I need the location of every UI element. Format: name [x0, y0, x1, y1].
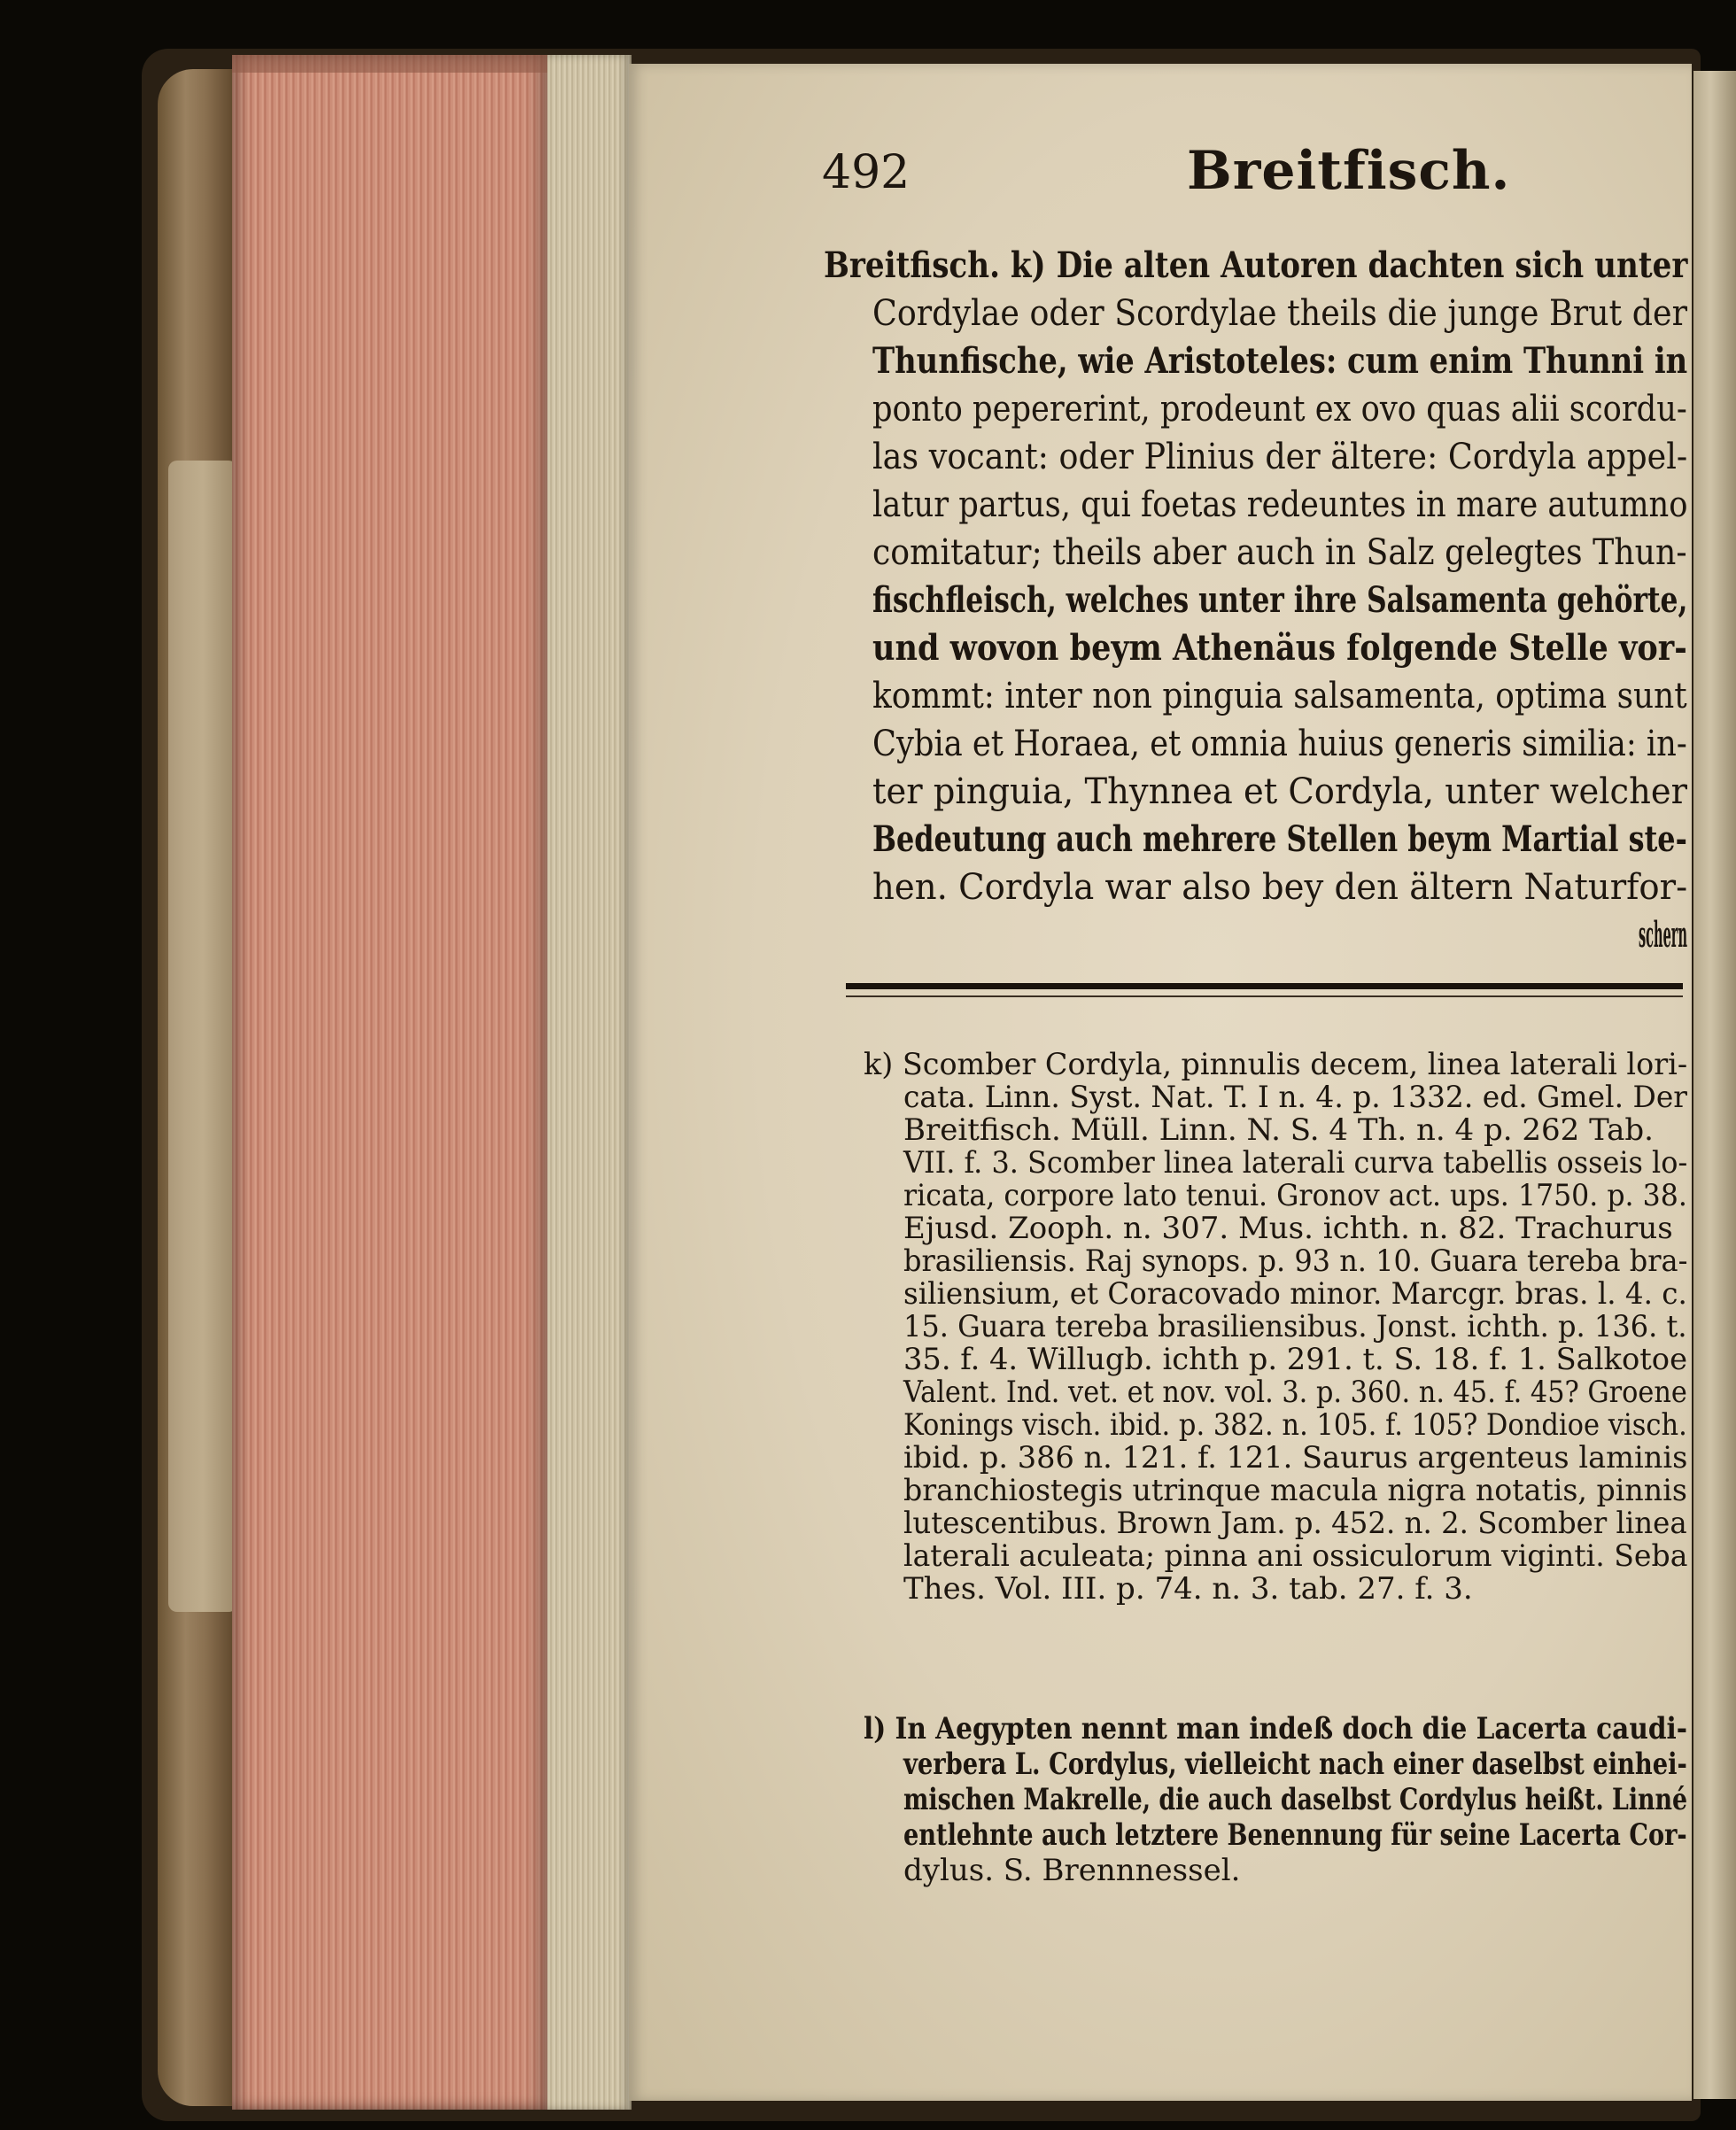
footnote-line: dylus. S. Brennnessel. — [903, 1853, 1241, 1888]
footnote-line: ricata, corpore lato tenui. Gronov act. ups. 1750. p. 38. — [903, 1178, 1687, 1213]
footnote-separator-thin — [846, 995, 1683, 997]
footnote-line: lutescentibus. Brown Jam. p. 452. n. 2. Scomber linea — [903, 1506, 1687, 1541]
footnote-line: Valent. Ind. vet. et nov. vol. 3. p. 360. n. 45. f. 45? Groene — [903, 1375, 1687, 1410]
main-text-line: Cybia et Horaea, et omnia huius generis similia: in- — [872, 724, 1687, 764]
footnote-line: 35. f. 4. Willugb. ichth p. 291. t. S. 18. f. 1. Salkotoe — [903, 1342, 1688, 1377]
main-text-line: Bedeutung auch mehrere Stellen beym Martial ste- — [872, 818, 1687, 860]
main-text-line: Thunfische, wie Aristoteles: cum enim Thunni in — [872, 340, 1688, 382]
footnote-line: VII. f. 3. Scomber linea laterali curva tabellis osseis lo- — [903, 1145, 1688, 1181]
footnote-line: branchiostegis utrinque macula nigra notatis, pinnis — [903, 1473, 1687, 1508]
facing-page-edge — [1693, 71, 1736, 2099]
footnote-line: Konings visch. ibid. p. 382. n. 105. f. 105? Dondioe visch. — [903, 1407, 1687, 1443]
footnote-line: laterali aculeata; pinna ani ossiculorum viginti. Seba — [903, 1538, 1688, 1574]
main-text-line: las vocant: oder Plinius der ältere: Cordyla appel- — [872, 437, 1688, 477]
main-text-line: comitatur; theils aber auch in Salz gelegtes Thun- — [872, 532, 1687, 573]
main-text-line: Cordylae oder Scordylae theils die junge Brut der — [872, 293, 1687, 334]
footnote-line: ibid. p. 386 n. 121. f. 121. Saurus argenteus laminis — [903, 1440, 1688, 1476]
footnote-line: l) In Aegypten nennt man indeß doch die Lacerta caudi- — [864, 1711, 1688, 1747]
main-text-line: fischfleisch, welches unter ihre Salsamenta gehörte, — [872, 579, 1688, 621]
footnote-line: mischen Makrelle, die auch daselbst Cordylus heißt. Linné — [903, 1782, 1688, 1817]
main-text-line: schern — [1639, 914, 1688, 956]
footnote-line: Ejusd. Zooph. n. 307. Mus. ichth. n. 82. Trachurus — [903, 1211, 1673, 1246]
spine-worn-patch — [168, 461, 237, 1612]
fore-edge-top-shade — [232, 55, 551, 73]
main-text-line: hen. Cordyla war also bey den ältern Naturfor- — [872, 867, 1688, 908]
main-text-line: kommt: inter non pinguia salsamenta, optima sunt — [872, 676, 1687, 716]
footnote-line: entlehnte auch letztere Benennung für seine Lacerta Cor- — [903, 1817, 1687, 1853]
footnote-line: verbera L. Cordylus, vielleicht nach einer daselbst einhei- — [903, 1747, 1687, 1782]
footnote-line: brasiliensis. Raj synops. p. 93 n. 10. Guara tereba bra- — [903, 1243, 1688, 1279]
footnote-line: k) Scomber Cordyla, pinnulis decem, linea laterali lori- — [864, 1047, 1688, 1082]
main-text-line: ter pinguia, Thynnea et Cordyla, unter welcher — [872, 771, 1687, 812]
footnote-line: Thes. Vol. III. p. 74. n. 3. tab. 27. f. 3. — [903, 1571, 1473, 1607]
footnote-line: siliensium, et Coracovado minor. Marcgr. bras. l. 4. c. — [903, 1276, 1687, 1312]
page-number: 492 — [822, 146, 911, 199]
main-text-line: und wovon beym Athenäus folgende Stelle vor- — [872, 627, 1687, 669]
running-title: Breitfisch. — [1187, 140, 1511, 202]
footnote-line: Breitfisch. Müll. Linn. N. S. 4 Th. n. 4 p. 262 Tab. — [903, 1112, 1654, 1148]
main-text-line: ponto pepererint, prodeunt ex ovo quas alii scordu- — [872, 389, 1687, 430]
footnote-line: 15. Guara tereba brasiliensibus. Jonst. ichth. p. 136. t. — [903, 1309, 1687, 1344]
main-text-line: latur partus, qui foetas redeuntes in mare autumno — [872, 484, 1688, 525]
page-stack-edge — [547, 55, 632, 2110]
footnote-separator — [846, 983, 1683, 989]
footnote-line: cata. Linn. Syst. Nat. T. I n. 4. p. 1332. ed. Gmel. Der — [903, 1080, 1688, 1115]
page-fore-edge — [232, 55, 551, 2110]
main-text-line: Breitfisch. k) Die alten Autoren dachten sich unter — [824, 244, 1688, 286]
